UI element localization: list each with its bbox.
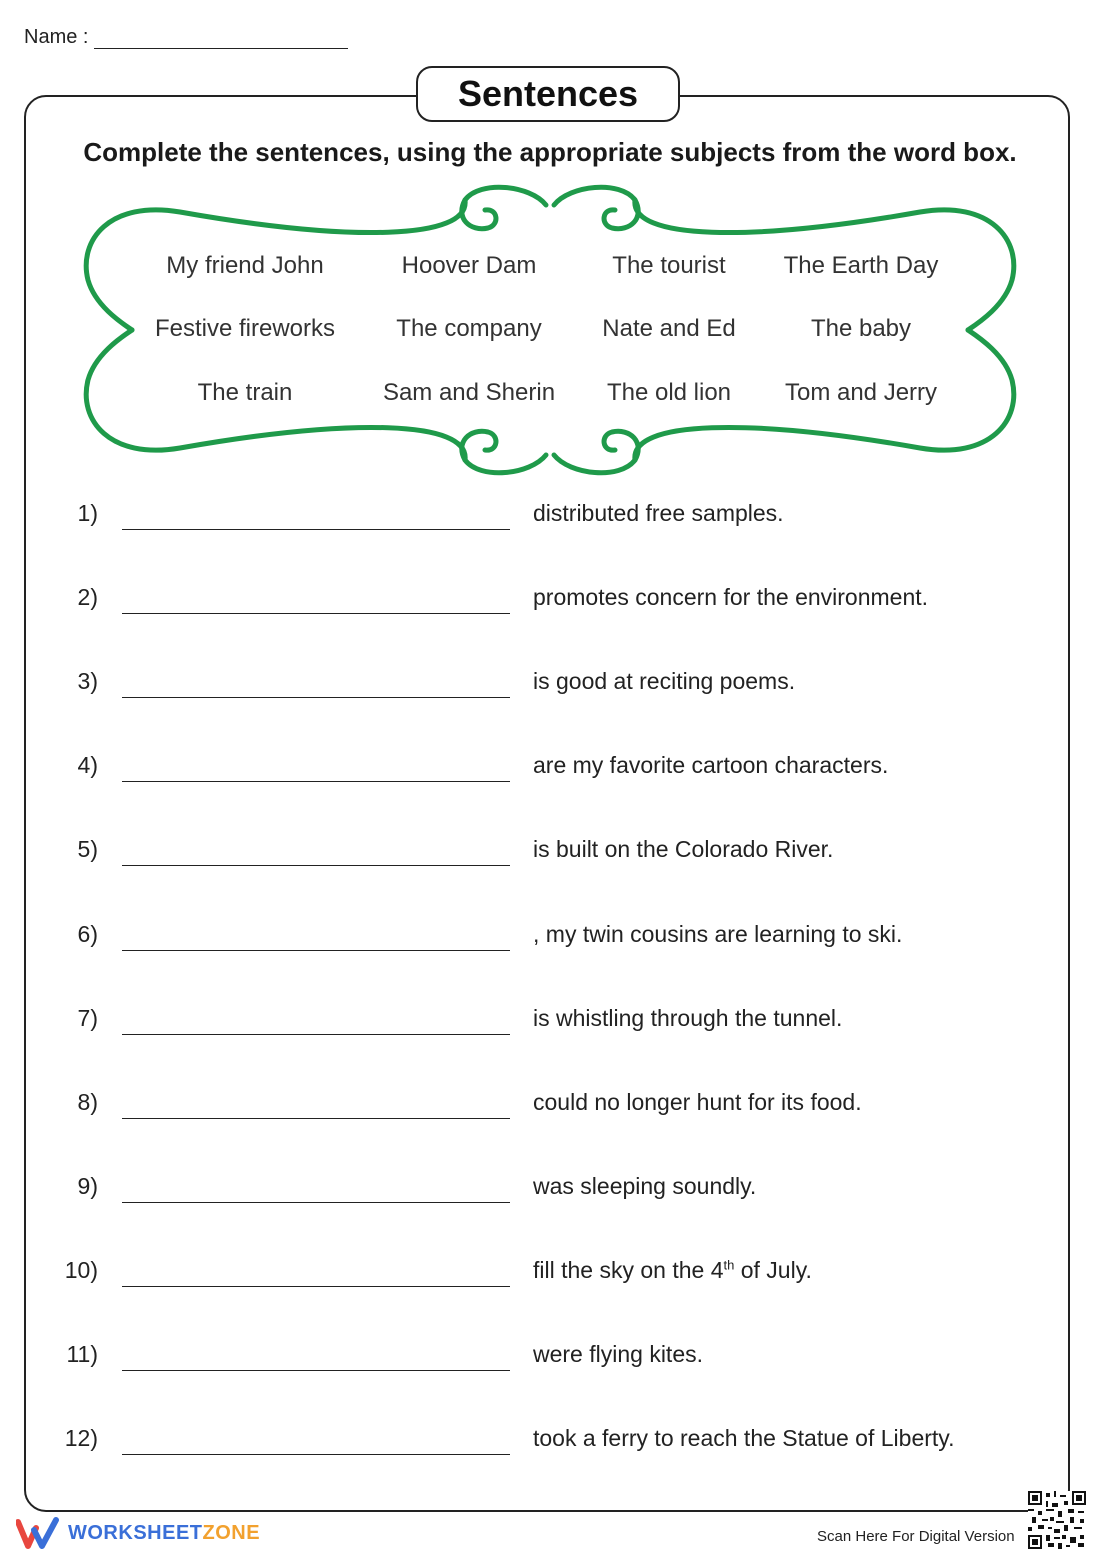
title-text: Sentences <box>457 73 639 114</box>
question-text-after: of July. <box>734 1257 812 1283</box>
answer-blank[interactable] <box>122 1454 510 1455</box>
question-number: 7) <box>77 1005 98 1031</box>
ordinal-superscript: th <box>723 1257 735 1273</box>
worksheet-frame <box>24 95 1070 1512</box>
question-number: 5) <box>77 836 98 862</box>
answer-blank[interactable] <box>122 1370 510 1371</box>
answer-blank[interactable] <box>122 613 510 614</box>
question-text: could no longer hunt for its food. <box>533 1089 862 1115</box>
answer-blank[interactable] <box>122 697 510 698</box>
worksheetzone-logo[interactable] <box>16 1516 260 1550</box>
logo-text <box>68 1522 260 1545</box>
question-text: are my favorite cartoon characters. <box>533 752 889 778</box>
word-box-item: Festive fireworks <box>154 315 336 342</box>
answer-blank[interactable] <box>122 1118 510 1119</box>
question-number: 4) <box>77 752 98 778</box>
question-number: 6) <box>77 921 98 947</box>
answer-blank[interactable] <box>122 950 510 951</box>
word-box-item: Hoover Dam <box>401 252 537 279</box>
word-box-item: The Earth Day <box>783 252 939 279</box>
question-text <box>533 1257 812 1284</box>
word-box-item: The baby <box>810 315 912 342</box>
word-box-item: The old lion <box>606 379 732 406</box>
question-number: 10) <box>64 1257 98 1283</box>
word-box-item: The company <box>396 315 542 342</box>
answer-blank[interactable] <box>122 529 510 530</box>
question-number: 9) <box>77 1173 98 1199</box>
question-number: 12) <box>64 1425 98 1451</box>
question-text: were flying kites. <box>533 1341 704 1367</box>
question-number: 2) <box>77 584 98 610</box>
name-input-line[interactable] <box>94 24 348 49</box>
question-text: is good at reciting poems. <box>533 668 796 694</box>
answer-blank[interactable] <box>122 1202 510 1203</box>
answer-blank[interactable] <box>122 1034 510 1035</box>
word-box-item: The train <box>197 379 293 406</box>
question-number: 8) <box>77 1089 98 1115</box>
word-box-item: Tom and Jerry <box>784 379 938 406</box>
question-text: promotes concern for the environment. <box>533 584 929 610</box>
answer-blank[interactable] <box>122 865 510 866</box>
name-field <box>24 24 348 49</box>
answer-blank[interactable] <box>122 1286 510 1287</box>
question-text: is whistling through the tunnel. <box>533 1005 843 1031</box>
question-text: distributed free samples. <box>533 500 784 526</box>
question-text: was sleeping soundly. <box>533 1173 757 1199</box>
scan-caption: Scan Here For Digital Version <box>817 1528 1015 1545</box>
word-box-item: Nate and Ed <box>602 315 736 342</box>
word-box-item: Sam and Sherin <box>382 379 556 406</box>
answer-blank[interactable] <box>122 781 510 782</box>
page-title <box>416 66 680 122</box>
question-number: 1) <box>77 500 98 526</box>
question-text-before: fill the sky on the 4 <box>533 1257 724 1283</box>
question-number: 3) <box>77 668 98 694</box>
word-box-item: The tourist <box>612 252 726 279</box>
logo-text-part2: ZONE <box>202 1521 261 1544</box>
question-number: 11) <box>66 1341 98 1367</box>
word-box-item: My friend John <box>166 252 324 279</box>
w-logo-icon <box>16 1516 62 1550</box>
question-text: took a ferry to reach the Statue of Liberty. <box>533 1425 955 1451</box>
name-label: Name : <box>24 26 89 48</box>
instructions: Complete the sentences, using the appropriate subjects from the word box. <box>83 137 1017 167</box>
qr-code-icon[interactable] <box>1028 1491 1086 1549</box>
question-text: , my twin cousins are learning to ski. <box>533 921 903 947</box>
logo-text-part1: WORKSHEET <box>68 1521 203 1544</box>
question-text: is built on the Colorado River. <box>533 836 834 862</box>
